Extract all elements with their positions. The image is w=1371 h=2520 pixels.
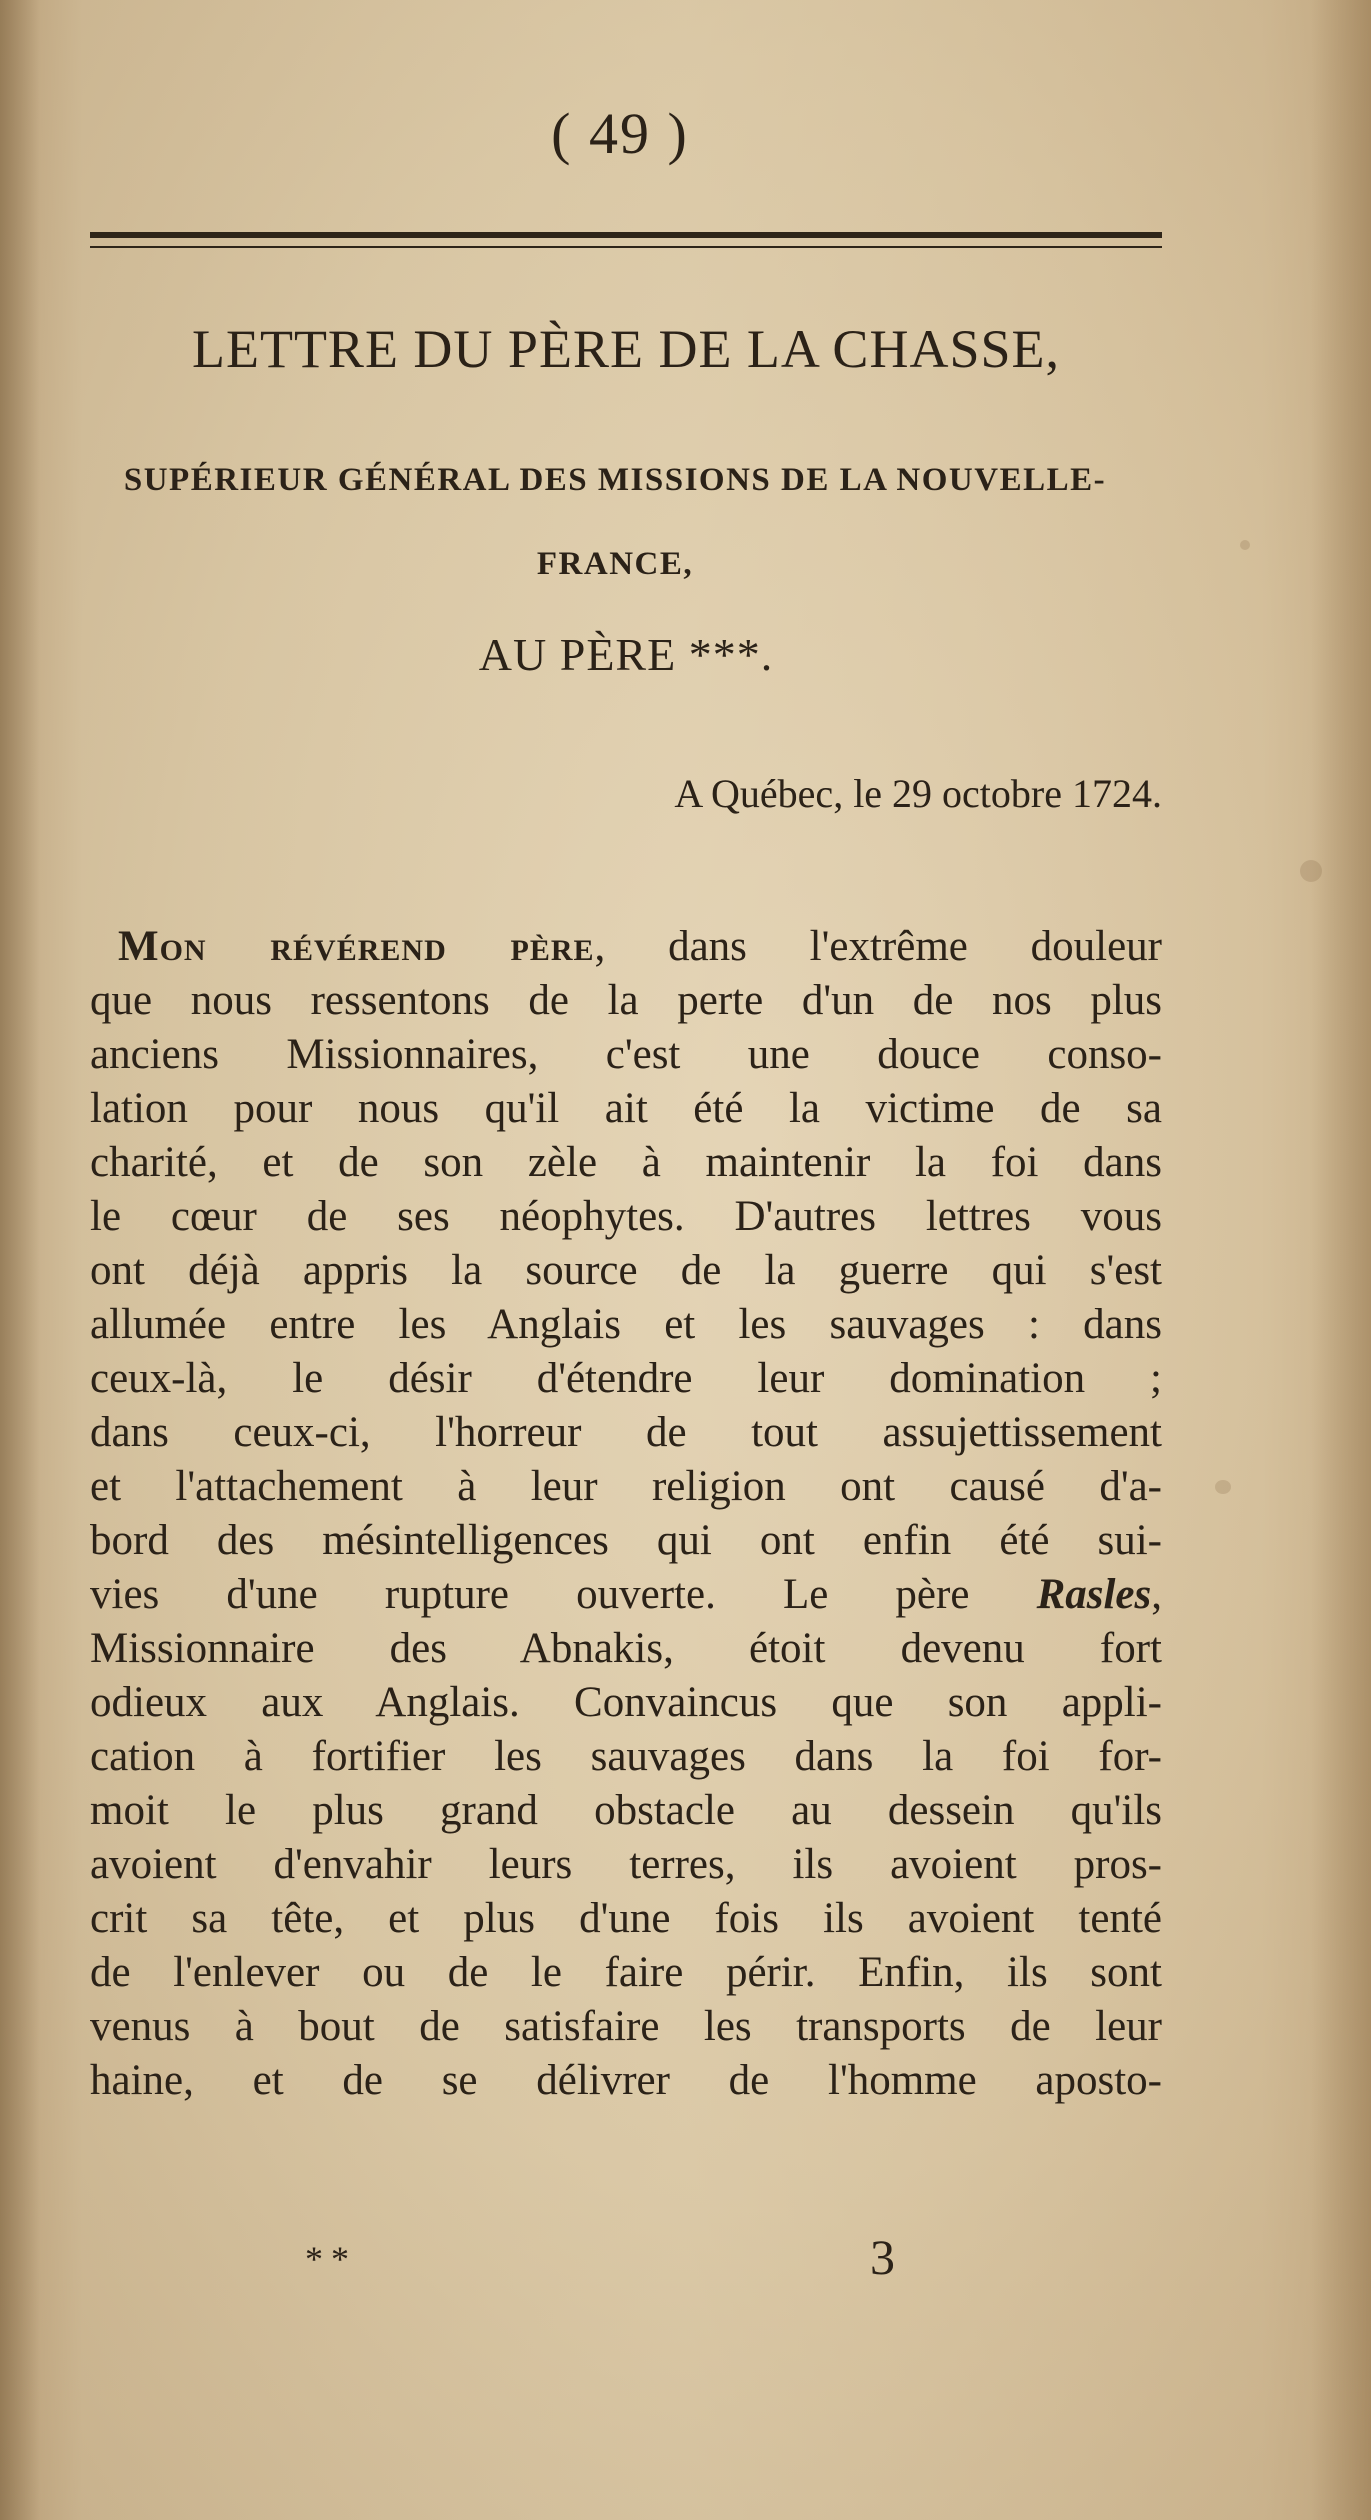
header-rule — [90, 232, 1162, 238]
body-line: odieux aux Anglais. Convaincus que son appli- — [90, 1679, 1162, 1726]
page-number: ( 49 ) — [551, 101, 689, 166]
body-line: venus à bout de satisfaire les transports de leur — [90, 2003, 1162, 2050]
letter-title: LETTRE DU PÈRE DE LA CHASSE, — [191, 319, 1060, 379]
foxing-stain — [1300, 860, 1322, 882]
body-line — [90, 920, 1162, 974]
foxing-stain — [1240, 540, 1250, 550]
body-line: de l'enlever ou de le faire périr. Enfin, ils sont — [90, 1949, 1162, 1996]
body-line: haine, et de se délivrer de l'homme aposto- — [90, 2057, 1162, 2104]
subtitle-line: FRANCE, — [536, 546, 694, 582]
body-line: charité, et de son zèle à maintenir la foi dans — [90, 1139, 1162, 1186]
body-line: crit sa tête, et plus d'une fois ils avoient tenté — [90, 1895, 1162, 1942]
signature-mark: ** — [305, 2239, 357, 2279]
body-line — [90, 1568, 1162, 1622]
gathering-number: 3 — [870, 2229, 895, 2285]
body-line: allumée entre les Anglais et les sauvages : dans — [90, 1301, 1162, 1348]
header-rule-thin — [90, 246, 1162, 248]
letter-dateline: A Québec, le 29 octobre 1724. — [674, 771, 1162, 816]
letter-addressee: AU PÈRE ***. — [478, 629, 774, 680]
body-line: anciens Missionnaires, c'est une douce conso- — [90, 1031, 1162, 1078]
letter-subtitle — [60, 438, 1170, 606]
body-line: lation pour nous qu'il ait été la victime de sa — [90, 1085, 1162, 1132]
body-line: bord des mésintelligences qui ont enfin été sui- — [90, 1517, 1162, 1564]
body-line: que nous ressentons de la perte d'un de nos plus — [90, 977, 1162, 1024]
body-line: et l'attachement à leur religion ont causé d'a- — [90, 1463, 1162, 1510]
body-line: le cœur de ses néophytes. D'autres lettres vous — [90, 1193, 1162, 1240]
foxing-stain — [1215, 1480, 1231, 1494]
letter-body — [90, 920, 1162, 2108]
body-line: ceux-là, le désir d'étendre leur domination ; — [90, 1355, 1162, 1402]
body-line: avoient d'envahir leurs terres, ils avoient pros- — [90, 1841, 1162, 1888]
body-line: moit le plus grand obstacle au dessein qu'ils — [90, 1787, 1162, 1834]
body-line: cation à fortifier les sauvages dans la foi for- — [90, 1733, 1162, 1780]
missionary-name: Rasles — [1036, 1571, 1152, 1618]
body-line-text: vies d'une rupture ouverte. Le père — [90, 1571, 970, 1618]
body-line: Missionnaire des Abnakis, étoit devenu fort — [90, 1625, 1162, 1672]
body-line: ont déjà appris la source de la guerre qui s'est — [90, 1247, 1162, 1294]
subtitle-line: SUPÉRIEUR GÉNÉRAL DES MISSIONS DE LA NOUVELLE- — [123, 462, 1107, 498]
salutation: Mon révérend père — [118, 923, 595, 970]
body-line: dans ceux-ci, l'horreur de tout assujettissement — [90, 1409, 1162, 1456]
body-line-text: , dans l'extrême douleur — [594, 923, 1162, 970]
body-line-text: , — [1151, 1571, 1162, 1618]
